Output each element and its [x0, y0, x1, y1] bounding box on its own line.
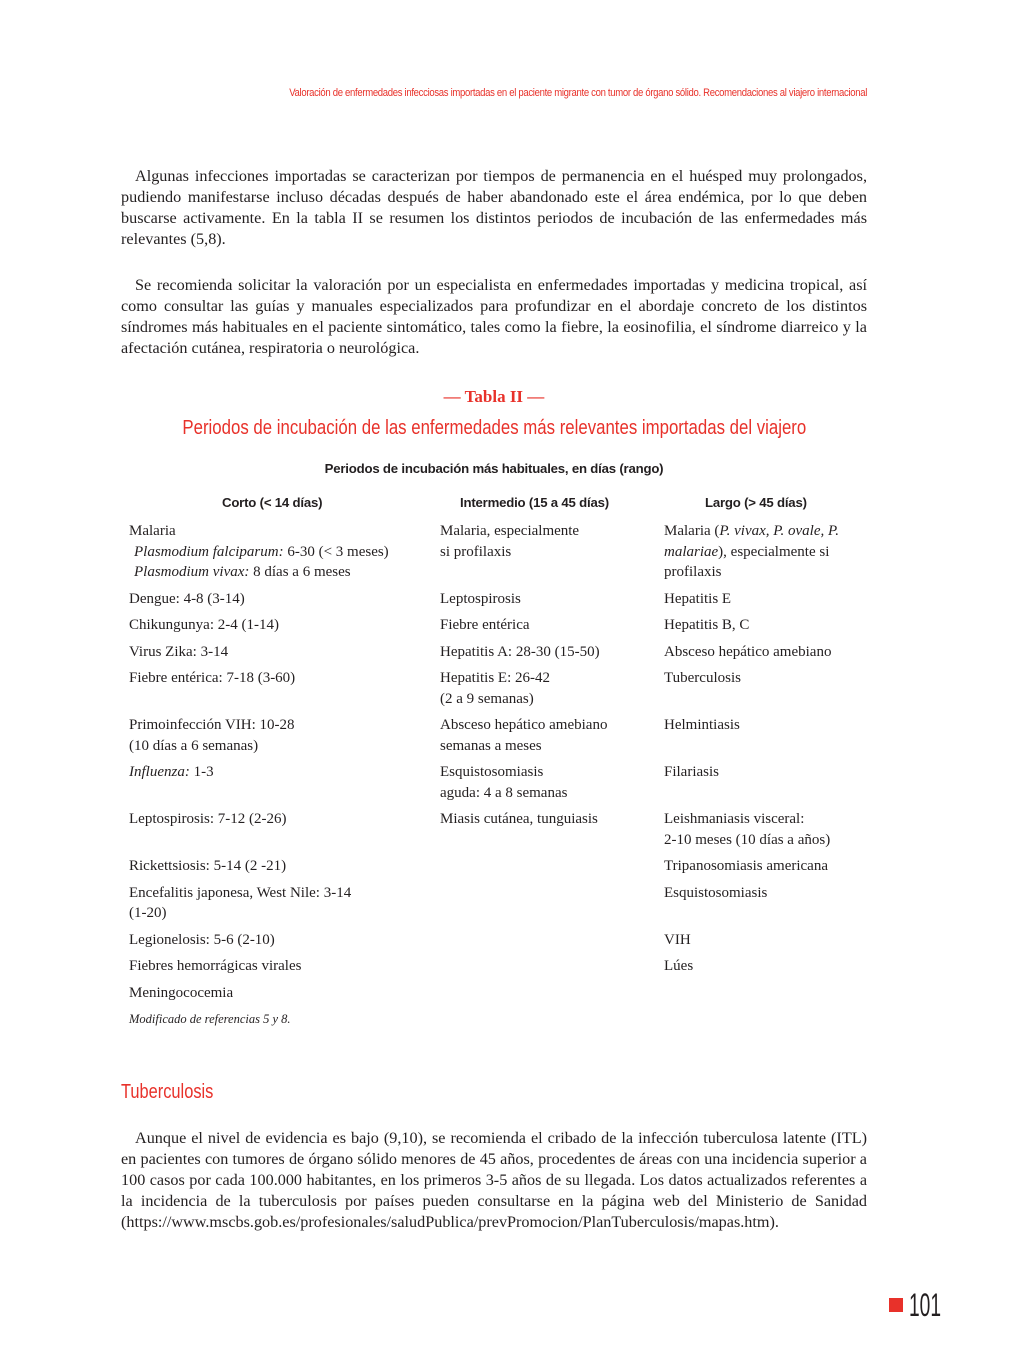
cell-line: Leishmaniasis visceral:: [664, 811, 805, 827]
table-cell: [660, 928, 872, 955]
table-cell: [436, 807, 660, 854]
table-cell: [660, 807, 872, 854]
section-title-tuberculosis: Tuberculosis: [121, 1081, 214, 1103]
cell-line: si profilaxis: [440, 543, 512, 560]
table-cell: [125, 881, 436, 928]
table-cell: [436, 881, 660, 928]
table-row: [125, 928, 872, 955]
cell-line: Hepatitis E: 26-42: [440, 670, 550, 686]
table-cell: [436, 760, 660, 807]
malaria-label: Malaria: [129, 523, 176, 539]
cell-line: aguda: 4 a 8 semanas: [440, 784, 568, 801]
species-name: Plasmodium falciparum:: [134, 543, 284, 560]
cell-line: Primoinfección VIH: 10-28: [129, 717, 295, 733]
cell-line: Helmintiasis: [664, 717, 740, 733]
table-row: [125, 854, 872, 881]
table-cell: [125, 807, 436, 854]
table-cell: [660, 587, 872, 614]
cell-line: Hepatitis E: [664, 590, 732, 607]
cell-line: Tripanosomiasis americana: [664, 858, 828, 874]
cell-line: Encefalitis japonesa, West Nile: 3-14: [129, 884, 352, 901]
species-value: 6-30 (< 3 meses): [283, 543, 389, 560]
table-cell: [125, 519, 436, 587]
table-cell: [125, 640, 436, 667]
cell-line: 2-10 meses (10 días a años): [664, 831, 831, 848]
cell-line: Fiebre entérica: [440, 617, 530, 633]
cell-line: Meningococemia: [129, 984, 234, 1001]
incubation-table: [125, 519, 872, 1034]
table-cell: [125, 981, 436, 1008]
table-subtitle: Periodos de incubación más habituales, en días (rango): [324, 461, 664, 476]
column-header-short: Corto (< 14 días): [222, 495, 323, 510]
column-header-long: Largo (> 45 días): [705, 495, 807, 510]
table-cell: [660, 881, 872, 928]
cell-line: Virus Zika: 3-14: [129, 643, 229, 660]
table-cell: [125, 760, 436, 807]
table-row: [125, 760, 872, 807]
cell-line: Leptospirosis: [440, 590, 521, 607]
page-number-text: 101: [909, 1287, 942, 1323]
table-cell: [436, 666, 660, 713]
cell-line: (10 días a 6 semanas): [129, 737, 259, 754]
table-cell: [436, 954, 660, 981]
cell-line: Tuberculosis: [664, 670, 741, 686]
cell-line: Hepatitis A: 28-30 (15-50): [440, 643, 600, 660]
table-cell: [436, 854, 660, 881]
table-row: [125, 587, 872, 614]
cell-line: Fiebre entérica: 7-18 (3-60): [129, 670, 296, 686]
table-cell: [660, 760, 872, 807]
influenza-value: 1-3: [189, 764, 214, 780]
cell-line: Absceso hepático amebiano: [440, 717, 608, 733]
cell-line: Filariasis: [664, 764, 719, 780]
cell-text: Malaria (: [664, 523, 720, 539]
cell-line: Leptospirosis: 7-12 (2-26): [129, 811, 287, 827]
table-row: [125, 519, 872, 587]
cell-line: Hepatitis B, C: [664, 617, 750, 633]
column-header-intermediate: Intermedio (15 a 45 días): [460, 495, 609, 510]
vivax-line: [129, 562, 436, 583]
table-cell: [125, 928, 436, 955]
cell-line: VIH: [664, 931, 691, 948]
table-row: [125, 881, 872, 928]
species-value: 8 días a 6 meses: [249, 564, 351, 580]
table-cell: [125, 613, 436, 640]
cell-text: ), especialmente si profilaxis: [664, 543, 830, 580]
table-cell: [125, 666, 436, 713]
species-name: P. vivax, P. ovale, P. malariae: [664, 523, 839, 560]
table-cell: [436, 519, 660, 587]
table-note-row: [125, 1007, 872, 1034]
table-note: Modificado de referencias 5 y 8.: [129, 1012, 291, 1026]
table-cell: [660, 666, 872, 713]
influenza-name: Influenza:: [129, 764, 190, 780]
table-label: — Tabla II —: [443, 387, 545, 406]
cell-line: Malaria, especialmente: [440, 523, 580, 539]
table-title: [121, 417, 867, 440]
table-cell: [436, 981, 660, 1008]
table-cell: [660, 854, 872, 881]
table-cell: [125, 954, 436, 981]
running-header: Valoración de enfermedades infecciosas importadas en el paciente migrante con tumor de órgano sólido. Recomendaciones al viajero internacional: [289, 87, 867, 99]
table-row: [125, 666, 872, 713]
table-cell: [436, 640, 660, 667]
table-cell: [125, 854, 436, 881]
table-row: [125, 640, 872, 667]
paragraph-specialist: Se recomienda solicitar la valoración por un especialista en enfermedades importadas y medicina tropical, así como consultar las guías y manuales especializados para profundizar en el abordaje concreto de los distintos síndromes más habituales en el paciente sintomático, tales como la fiebre, la eosinofilia, el síndrome diarreico y la afectación cutánea, respiratoria o neurológica.: [121, 276, 867, 357]
table-cell: [660, 981, 872, 1008]
cell-line: (1-20): [129, 905, 167, 921]
table-title-text: Periodos de incubación de las enfermedades más relevantes importadas del viajero: [182, 417, 806, 439]
cell-line: Absceso hepático amebiano: [664, 643, 832, 660]
table-cell: [436, 587, 660, 614]
cell-line: Chikungunya: 2-4 (1-14): [129, 617, 279, 633]
table-cell: [660, 713, 872, 760]
table-row: [125, 981, 872, 1008]
cell-line: semanas a meses: [440, 737, 542, 754]
table-cell: [660, 640, 872, 667]
table-cell: [436, 713, 660, 760]
cell-line: Esquistosomiasis: [440, 764, 544, 780]
paragraph-incubation: Algunas infecciones importadas se caracterizan por tiempos de permanencia en el huésped muy prolongados, pudiendo manifestarse incluso décadas después de haber abandonado este el área endémica, por lo que deben buscarse activamente. En la tabla II se resumen los distintos periodos de incubación de las enfermedades más relevantes (5,8).: [121, 167, 867, 248]
falciparum-line: [129, 542, 436, 563]
cell-line: Lúes: [664, 958, 694, 974]
cell-line: Rickettsiosis: 5-14 (2 -21): [129, 858, 287, 874]
page-number: [889, 1288, 962, 1322]
table-cell: [436, 613, 660, 640]
cell-line: Legionelosis: 5-6 (2-10): [129, 931, 275, 948]
cell-line: Dengue: 4-8 (3-14): [129, 590, 245, 607]
species-name: Plasmodium vivax:: [134, 564, 250, 580]
table-cell: [436, 928, 660, 955]
table-row: [125, 713, 872, 760]
table-cell: [660, 519, 872, 587]
table-cell: [660, 954, 872, 981]
table-cell: [660, 613, 872, 640]
cell-line: Fiebres hemorrágicas virales: [129, 958, 302, 974]
cell-line: (2 a 9 semanas): [440, 690, 534, 707]
cell-line: Esquistosomiasis: [664, 884, 768, 901]
paragraph-tuberculosis: Aunque el nivel de evidencia es bajo (9,10), se recomienda el cribado de la infección tuberculosa latente (ITL) en pacientes con tumores de órgano sólido menores de 45 años, procedentes de áreas con una incidencia superior a 100 casos por cada 100.000 habitantes, en los primeros 3-5 años de su llegada. Los datos actualizados referentes a la incidencia de la tuberculosis por países pueden consultarse en la página web del Ministerio de Sanidad (https://www.mscbs.gob.es/profesionales/saludPublica/prevPromocion/PlanTuberculosis/mapas.htm).: [121, 1129, 867, 1231]
table-row: [125, 954, 872, 981]
cell-line: Miasis cutánea, tunguiasis: [440, 811, 598, 827]
table-cell: [125, 713, 436, 760]
table-row: [125, 807, 872, 854]
page-marker-square: [889, 1298, 903, 1312]
incubation-table-body: [125, 519, 872, 1034]
table-row: [125, 613, 872, 640]
table-cell: [125, 587, 436, 614]
